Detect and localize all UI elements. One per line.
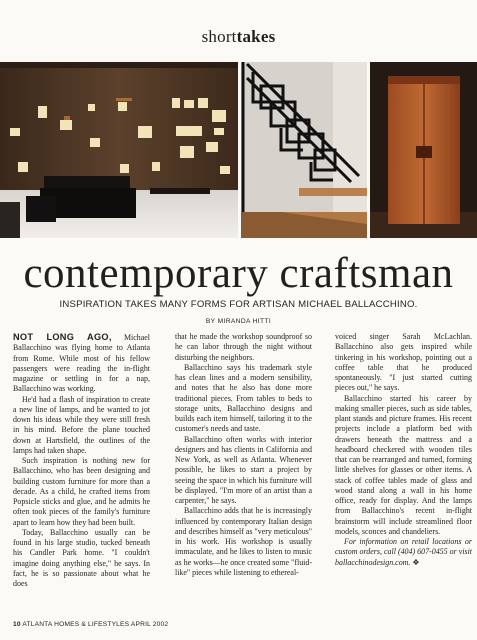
article-paragraph: Ballacchino says his trademark style has clean lines and a modern sensibility, and notes that he also has done more traditional pieces. From tables to beds to storage units, Ballacchino designs and builds each item himself, tailoring it to the customer's needs and taste.: [175, 362, 312, 434]
staircase-illustration: [241, 62, 367, 238]
article-paragraph: He'd had a flash of inspiration to create a new line of lamps, and he wanted to jot down his ideas while they were still fresh in his mind. Before the plane touched down at Hartsfield, the outlines of the lamps had taken shape.: [13, 394, 150, 455]
section-header: [0, 27, 477, 47]
article-paragraph: Ballacchino adds that he is increasingly influenced by contemporary Italian design and describes himself as "very meticulous" in his work. His workshop is usually immaculate, and he likes to listen to music as he works—he once created some "fluid-like" pieces while listening to ethereal-: [175, 506, 312, 577]
publication-name: ATLANTA HOMES & LIFESTYLES: [22, 621, 130, 628]
living-room-illustration: [0, 62, 238, 238]
article-paragraph: Today, Ballacchino usually can be found in his large studio, tucked beneath his Candler Park home. "I couldn't imagine doing anything else," he says. In fact, he is so passionate about what he does: [13, 527, 150, 588]
end-mark-icon: ❖: [412, 557, 420, 567]
article-paragraph: that he made the workshop soundproof so he can labor through the night without disturbing the neighbors.: [175, 332, 312, 362]
article-byline: BY MIRANDA HITTI: [205, 318, 272, 325]
photo-strip: [0, 62, 477, 238]
section-header-prefix: short: [201, 27, 237, 46]
article-paragraph: Such inspiration is nothing new for Ballacchino, who has been designing and building custom furniture for more than a decade. As a child, he crafted items from Popsicle sticks and glue, and he admits he often took pieces of the family's furniture apart to learn how they had been built.: [13, 456, 150, 527]
armoire-photo: [370, 62, 477, 238]
article-paragraph: NOT LONG AGO, Michael Ballacchino was flying home to Atlanta from Rome. While most of his fellow passengers were reading the in-flight magazine or settling in for a nap, Ballacchino was working.: [13, 332, 151, 394]
article-column-3: [335, 332, 472, 568]
article-paragraph: Ballacchino started his career by making smaller pieces, such as side tables, plant stands and picture frames. His recent projects include a platform bed with drawers beneath the mattress and a headboard checkered with wooden tiles that can be rearranged and turned, forming little shelves for glasses or other items. A stack of coffee tables made of glass and wood stand along a wall in his home office, ready for display. And the lamps from Ballacchino's recent in-flight brainstorm will include streamlined floor models, sconces and chandeliers.: [335, 393, 472, 536]
article-column-1: [13, 332, 150, 589]
section-header-suffix: takes: [236, 27, 276, 46]
article-column-2: [175, 332, 312, 578]
armoire-illustration: [370, 62, 477, 238]
page-footer: [13, 621, 168, 628]
issue-date: APRIL 2002: [130, 621, 169, 628]
retail-info: For information on retail locations or custom orders, call (404) 607-0455 or visit ballacchinodesign.com.: [335, 537, 472, 567]
article-paragraph: Ballacchino often works with interior designers and has clients in California and New York, as well as Atlanta. Whenever possible, he likes to start a project by seeing the space in which his furniture will be displayed. "I'm more of an artist than a carpenter," he says.: [175, 434, 312, 505]
article-headline: contemporary craftsman: [23, 250, 454, 297]
article-dek: INSPIRATION TAKES MANY FORMS FOR ARTISAN MICHAEL BALLACCHINO.: [59, 299, 418, 310]
staircase-photo: [241, 62, 367, 238]
article-paragraph: voiced singer Sarah McLachlan. Ballacchino also gets inspired while tinkering in his workshop, pointing out a coffee table that he produced spontaneously. "I just started cutting pieces out," he says.: [335, 332, 472, 393]
lead-in: NOT LONG AGO,: [13, 332, 112, 342]
living-room-photo: [0, 62, 238, 238]
page-number: 10: [13, 621, 21, 628]
info-paragraph: [335, 537, 472, 568]
